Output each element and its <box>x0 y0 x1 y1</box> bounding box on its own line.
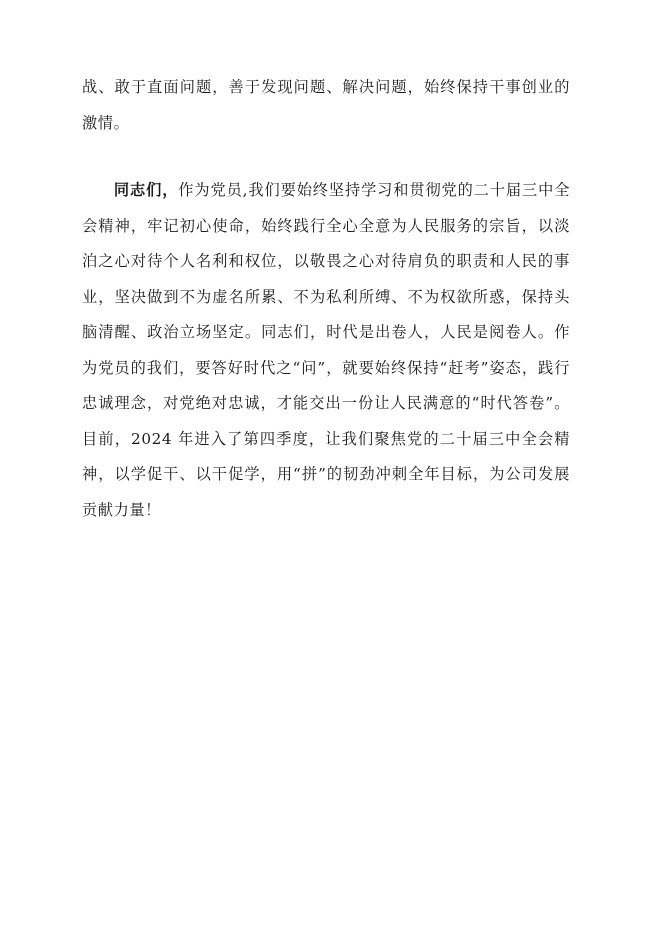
paragraph-lead-address: 同志们， <box>113 181 179 199</box>
paragraph-main-text: 作为党员,我们要始终坚持学习和贯彻党的二十届三中全会精神，牢记初心使命，始终践行全心全意为人民服务的宗旨，以淡泊之心对待个人名利和权位，以敬畏之心对待肩负的职责和人民的事业，坚决做到不为虚名所累、不为私利所缚、不为权欲所惑，保持头脑清醒、政治立场坚定。同志们，时代是出卷人，人民是阅卷人。作为党员的我们，要答好时代之“问”，就要始终保持“赶考”姿态，践行忠诚理念，对党绝对忠诚，才能交出一份让人民满意的“时代答卷”。目前，2024 年进入了第四季度，让我们聚焦党的二十届三中全会精神，以学促干、以干促学，用“拼”的韧劲冲刺全年目标，为公司发展贡献力量！ <box>82 181 571 519</box>
document-body <box>82 70 570 528</box>
paragraph-continued: 战、敢于直面问题，善于发现问题、解决问题，始终保持干事创业的激情。 <box>82 78 570 132</box>
paragraph-main <box>82 173 570 528</box>
paragraph-spacer <box>82 141 570 173</box>
